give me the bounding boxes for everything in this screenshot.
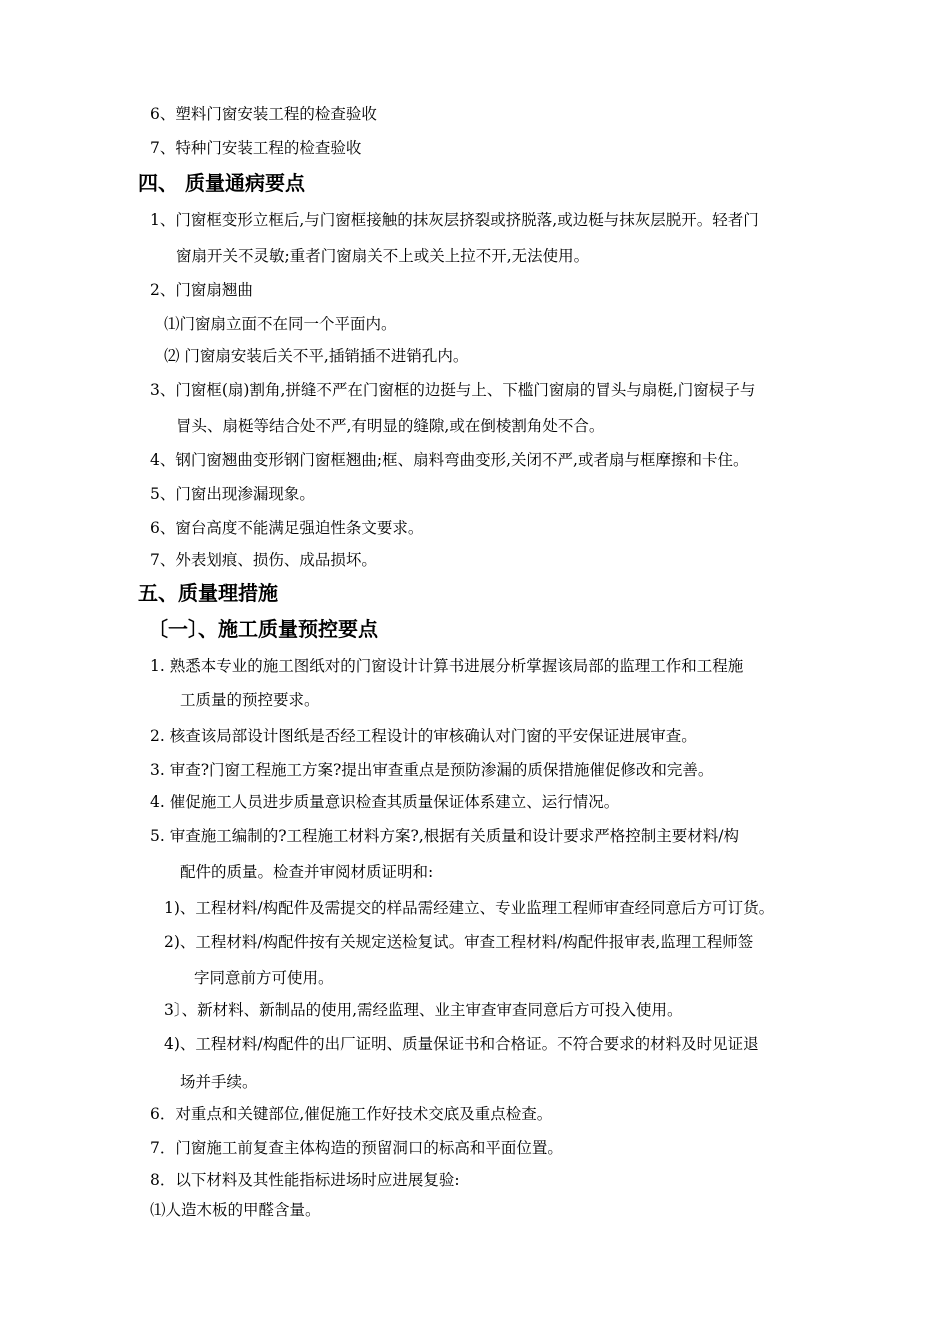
list-item: 7、特种门安装工程的检查验收 [150,139,362,157]
list-item: 6、窗台高度不能满足强迫性条文要求。 [150,519,424,537]
list-item: 6．对重点和关键部位,催促施工作好技术交底及重点检查。 [150,1105,553,1123]
list-item: 2、门窗扇翘曲 [150,281,253,299]
list-item-continuation: 配件的质量。检查并审阅材质证明和: [180,863,434,881]
section-heading: 五、质量理措施 [138,581,278,605]
section-heading: 四、 质量通病要点 [138,171,305,195]
list-item-continuation: 工质量的预控要求。 [180,691,320,709]
sub-list-item: 4)、工程材料/构配件的出厂证明、质量保证书和合格证。不符合要求的材料及时见证退 [164,1035,759,1053]
list-item: 3、门窗框(扇)割角,拼缝不严在门窗框的边挺与上、下槛门窗扇的冒头与扇梃,门窗棂子与 [150,381,756,399]
list-item: 2. 核查该局部设计图纸是否经工程设计的审核确认对门窗的平安保证进展审查。 [150,727,697,745]
list-item: 5、门窗出现渗漏现象。 [150,485,315,503]
list-item: 1、门窗框变形立框后,与门窗框接触的抹灰层挤裂或挤脱落,或边梃与抹灰层脱开。轻者门 [150,211,759,229]
sub-list-item: ⑴门窗扇立面不在同一个平面内。 [164,315,397,333]
list-item: 7．门窗施工前复查主体构造的预留洞口的标高和平面位置。 [150,1139,563,1157]
sub-list-item: 3〕、新材料、新制品的使用,需经监理、业主审查审查同意后方可投入使用。 [164,1001,683,1019]
list-item-continuation: 冒头、扇梃等结合处不严,有明显的缝隙,或在倒棱割角处不合。 [176,417,605,435]
list-item: 7、外表划痕、损伤、成品损坏。 [150,551,377,569]
sub-list-item: 2)、工程材料/构配件按有关规定送检复试。审查工程材料/构配件报审表,监理工程师签 [164,933,754,951]
list-item: 8．以下材料及其性能指标进场时应进展复验: [150,1171,460,1189]
sub-list-item-continuation: 场并手续。 [180,1073,258,1091]
sub-list-item-continuation: 字同意前方可使用。 [194,969,334,987]
sub-list-item: ⑴人造木板的甲醛含量。 [150,1201,321,1219]
list-item: 3. 审查?门窗工程施工方案?提出审查重点是预防渗漏的质保措施催促修改和完善。 [150,761,714,779]
list-item: 6、塑料门窗安装工程的检查验收 [150,105,377,123]
subsection-heading: 〔一〕、施工质量预控要点 [148,617,378,641]
list-item: 5. 审查施工编制的?工程施工材料方案?,根据有关质量和设计要求严格控制主要材料/构 [150,827,739,845]
list-item: 4、钢门窗翘曲变形钢门窗框翘曲;框、扇料弯曲变形,关闭不严,或者扇与框摩擦和卡住。 [150,451,749,469]
list-item: 1. 熟悉本专业的施工图纸对的门窗设计计算书进展分析掌握该局部的监理工作和工程施 [150,657,744,675]
list-item: 4. 催促施工人员进步质量意识检查其质量保证体系建立、运行情况。 [150,793,620,811]
sub-list-item: ⑵ 门窗扇安装后关不平,插销插不进销孔内。 [164,347,469,365]
sub-list-item: 1)、工程材料/构配件及需提交的样品需经建立、专业监理工程师审查经同意后方可订货。 [164,899,775,917]
list-item-continuation: 窗扇开关不灵敏;重者门窗扇关不上或关上拉不开,无法使用。 [176,247,590,265]
